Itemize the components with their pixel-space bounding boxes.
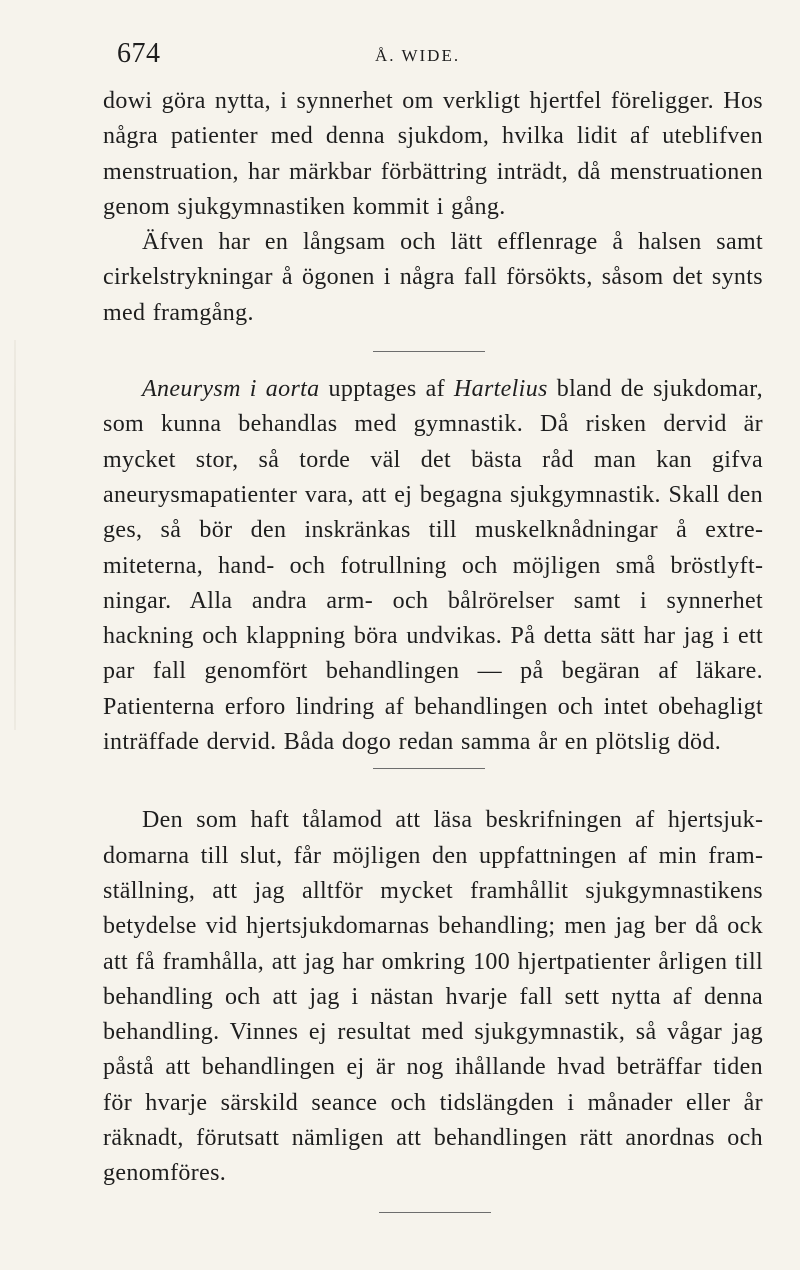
section-divider-2 bbox=[373, 768, 485, 769]
paragraph-2: Äfven har en långsam och lätt efflenrage å halsen samt cirkelstrykningar å ögonen i några fall försökts, såsom det synts med framgång. bbox=[103, 229, 763, 326]
aneurysm-term: Aneurysm i aorta bbox=[142, 376, 320, 403]
body-text bbox=[103, 84, 763, 1213]
author-name: Hartelius bbox=[453, 376, 548, 403]
scan-shadow bbox=[14, 340, 16, 730]
paragraph-3 bbox=[103, 372, 763, 760]
section-divider-3 bbox=[379, 1212, 491, 1213]
paragraph-3-part-1: upptages af bbox=[319, 376, 454, 403]
page-header bbox=[117, 38, 737, 74]
paragraph-3-part-2: bland de sjukdomar, som kunna behandlas med gymnastik. Då risken dervid är mycket stor, så torde väl det bästa råd man kan gifva aneurysmapatienter vara, att ej begagna sjukgymnastik. Skall den ges, så bör den inskränkas till muskelknådningar å extremiteterna, hand- och fotrullning och möjligen små bröstlyftningar. Alla andra arm- och bålrörelser samt i synnerhet hackning och klappning böra undvikas. På detta sätt har jag i ett par fall genomfört behandlingen — på begäran af läkare. Patienterna erforo lindring af behandlingen och intet obehagligt inträffade dervid. Båda dogo redan samma år en plötslig död. bbox=[103, 376, 763, 756]
section-divider-1 bbox=[373, 351, 485, 352]
page-number: 674 bbox=[117, 38, 161, 69]
paragraph-4: Den som haft tålamod att läsa beskrifningen af hjertsjukdomarna till slut, får möjligen den uppfattningen af min framställning, att jag alltför mycket framhållit sjukgymnastikens betydelse vid hjertsjukdomarnas behandling; men jag ber då ock att få framhålla, att jag har omkring 100 hjertpatienter årligen till behandling och att jag i nästan hvarje fall sett nytta af denna behandling. Vinnes ej resultat med sjukgymnastik, så vågar jag påstå att behandlingen ej är nog ihållande hvad beträffar tiden för hvarje särskild seance och tidslängden i månader eller år räknadt, förutsatt nämligen att behandlingen rätt anordnas och genomföres. bbox=[103, 807, 763, 1187]
paragraph-1: dowi göra nytta, i synnerhet om verkligt hjertfel föreligger. Hos några patienter med denna sjukdom, hvilka lidit af uteblifven menstruation, har märkbar förbättring inträdt, då menstruationen genom sjukgymnastiken kommit i gång. bbox=[103, 88, 763, 220]
running-head: Å. WIDE. bbox=[375, 46, 461, 65]
